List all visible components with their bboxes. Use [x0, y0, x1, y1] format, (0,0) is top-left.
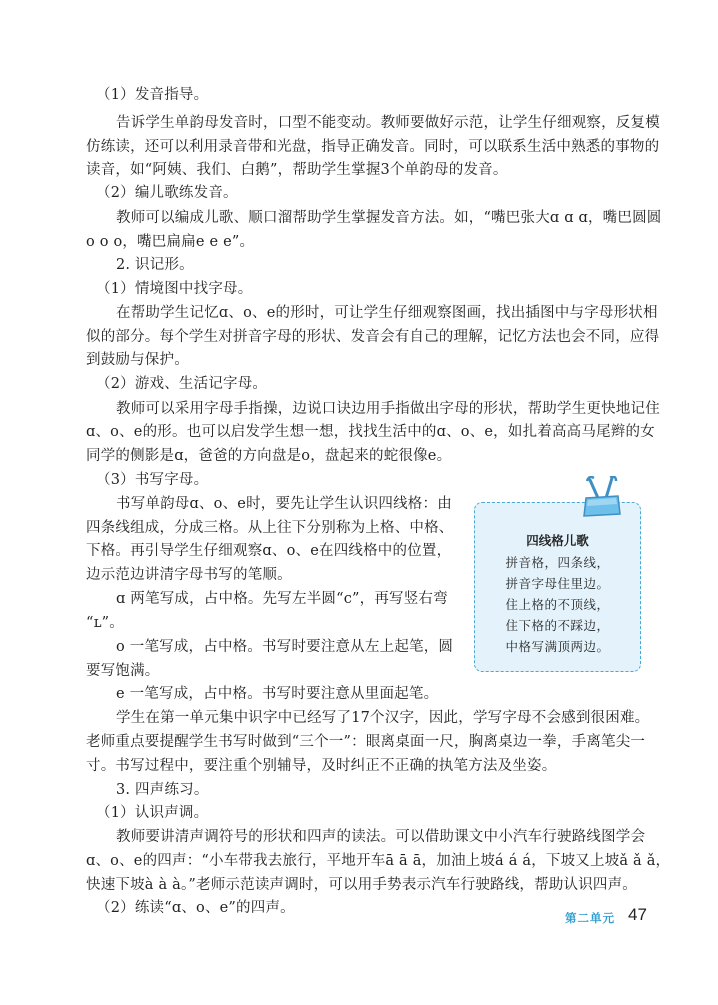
paragraph-line: o o o，嘴巴扁扁e e e”。 [86, 234, 255, 250]
subheading-writing: （3）书写字母。 [96, 472, 209, 488]
poem-line: 住下格的不踩边， [505, 618, 610, 633]
paragraph-line: 老师重点要提醒学生书写时做到“三个一”：眼离桌面一尺，胸离桌边一拳，手离笔尖一 [86, 734, 646, 750]
paragraph-line: 寸。书写过程中，要注重个别辅导，及时纠正不正确的执笔方法及坐姿。 [86, 758, 557, 774]
poem-line: 拼音格，四条线， [505, 555, 610, 570]
paragraph-line: 学生在第一单元集中识字中已经写了17个汉字，因此，学写字母不会感到很困难。 [116, 710, 650, 726]
paragraph-line: 在帮助学生记忆ɑ、o、e的形时，可让学生仔细观察图画，找出插图中与字母形状相 [116, 305, 658, 321]
paragraph-line: 四条线组成，分成三格。从上往下分别称为上格、中格、 [86, 520, 454, 536]
paragraph-line: 教师要讲清声调符号的形状和四声的读法。可以借助课文中小汽车行驶路线图学会 [116, 829, 646, 845]
paragraph-line: 要写饱满。 [86, 663, 160, 679]
page-number: 47 [628, 905, 647, 924]
subheading-know-tones: （1）认识声调。 [96, 805, 209, 821]
section-heading-shape: 2. 识记形。 [116, 257, 194, 273]
subheading-practice-tones: （2）练读“ɑ、o、e”的四声。 [96, 900, 295, 916]
unit-label: 第二单元 [565, 911, 615, 925]
paragraph-line: 仿练读，还可以利用录音带和光盘，指导正确发音。同时，可以联系生活中熟悉的事物的 [86, 139, 660, 155]
subheading-rhymes: （2）编儿歌练发音。 [96, 185, 238, 201]
paragraph-line: 边示范边讲清字母书写的笔顺。 [86, 567, 292, 583]
subheading-find-letters: （1）情境图中找字母。 [96, 281, 253, 297]
paragraph-line: 同学的侧影是ɑ，爸爸的方向盘是o，盘起来的蛇很像e。 [86, 448, 452, 464]
paragraph-line: 教师可以采用字母手指操，边说口诀边用手指做出字母的形状，帮助学生更快地记住 [116, 401, 660, 417]
poem-line: 拼音字母住里边。 [505, 576, 610, 591]
binder-clip-icon [580, 476, 624, 518]
section-heading-tones: 3. 四声练习。 [116, 782, 209, 798]
paragraph-line: “ʟ”。 [86, 615, 124, 631]
paragraph-line: 告诉学生单韵母发音时，口型不能变动。教师要做好示范，让学生仔细观察，反复模 [116, 115, 660, 131]
paragraph-line: 下格。再引导学生仔细观察ɑ、o、e在四线格中的位置， [86, 543, 452, 559]
poem-line: 住上格的不顶线， [505, 597, 610, 612]
paragraph-line: 书写单韵母ɑ、o、e时，要先让学生认识四线格：由 [116, 496, 452, 512]
paragraph-line: 快速下坡à à à。”老师示范读声调时，可以用手势表示汽车行驶路线，帮助认识四声。 [86, 877, 638, 893]
paragraph-line: ɑ 两笔写成，占中格。先写左半圆“c”，再写竖右弯 [116, 591, 448, 607]
paragraph-line: 读音，如“阿姨、我们、白鹅”，帮助学生掌握3个单韵母的发音。 [86, 162, 508, 178]
paragraph-line: ɑ、o、e的四声：“小车带我去旅行，平地开车ā ā ā，加油上坡á á á，下坡又上坡ǎ ǎ ǎ， [86, 853, 671, 869]
poem-line: 中格写满顶两边。 [505, 639, 610, 654]
paragraph-line: o 一笔写成，占中格。书写时要注意从左上起笔，圆 [116, 639, 454, 655]
sidebar-poem-box [474, 502, 641, 672]
subheading-pronunciation: （1）发音指导。 [96, 87, 209, 103]
poem-title: 四线格儿歌 [526, 533, 589, 548]
subheading-games: （2）游戏、生活记字母。 [96, 376, 268, 392]
paragraph-line: 教师可以编成儿歌、顺口溜帮助学生掌握发音方法。如，“嘴巴张大ɑ ɑ ɑ，嘴巴圆圆 [116, 210, 662, 226]
paragraph-line: e 一笔写成，占中格。书写时要注意从里面起笔。 [116, 686, 439, 702]
paragraph-line: ɑ、o、e的形。也可以启发学生想一想，找找生活中的ɑ、o、e，如扎着高高马尾辫的女 [86, 424, 655, 440]
paragraph-line: 到鼓励与保护。 [86, 352, 189, 368]
paragraph-line: 似的部分。每个学生对拼音字母的形状、发音会有自己的理解，记忆方法也会不同，应得 [86, 329, 660, 345]
